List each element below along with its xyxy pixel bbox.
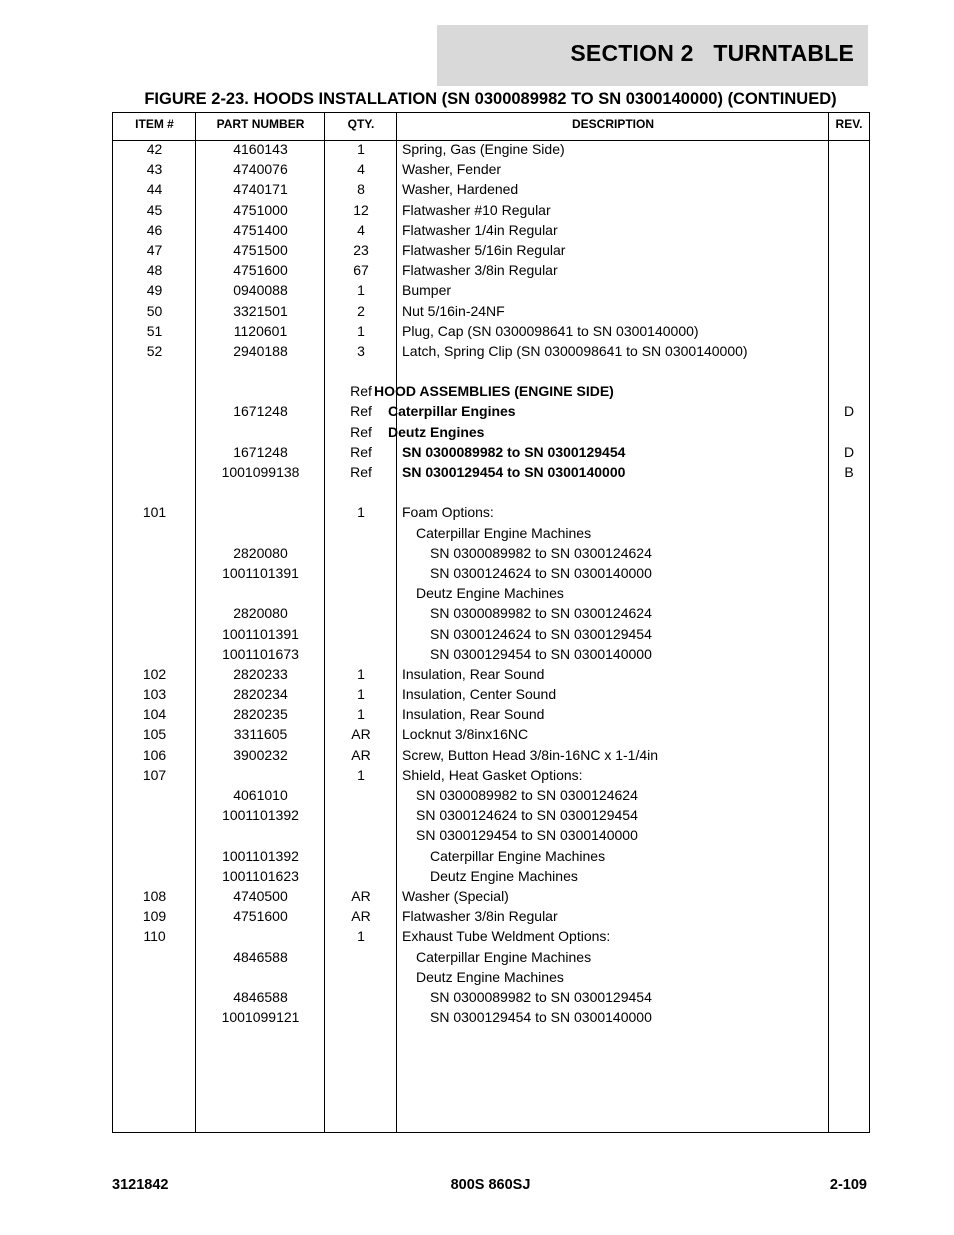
table-row <box>113 141 869 161</box>
cell-description: Shield, Heat Gasket Options: <box>402 766 583 783</box>
cell-part-number: 0940088 <box>233 282 288 299</box>
footer-doc-number: 3121842 <box>112 1177 169 1193</box>
table-row <box>113 444 869 464</box>
cell-qty: AR <box>351 746 371 763</box>
cell-item: 109 <box>142 908 167 925</box>
cell-description: Bumper <box>402 282 452 299</box>
table-row <box>113 303 869 323</box>
cell-part-number: 1001101391 <box>222 564 299 581</box>
cell-description: Insulation, Rear Sound <box>402 665 545 682</box>
cell-part-number: 4160143 <box>233 141 288 157</box>
cell-description: Flatwasher 1/4in Regular <box>402 221 558 238</box>
cell-description: SN 0300129454 to SN 0300140000 <box>416 827 638 844</box>
table-row <box>113 545 869 565</box>
cell-rev: D <box>843 403 855 420</box>
table-row <box>113 605 869 625</box>
table-row <box>113 161 869 181</box>
cell-qty: 4 <box>357 161 365 178</box>
cell-description: Washer, Hardened <box>402 181 519 198</box>
cell-item: 104 <box>142 706 167 723</box>
cell-description: Caterpillar Engine Machines <box>430 847 606 864</box>
cell-qty: 8 <box>357 181 365 198</box>
cell-description: Locknut 3/8inx16NC <box>402 726 529 743</box>
table-row <box>113 484 869 504</box>
table-row <box>113 262 869 282</box>
table-row <box>113 928 869 948</box>
table-row <box>113 282 869 302</box>
cell-part-number: 4751600 <box>233 908 288 925</box>
cell-part-number: 1001099121 <box>221 1009 300 1026</box>
table-row <box>113 504 869 524</box>
cell-item: 108 <box>142 887 167 904</box>
cell-item: 105 <box>142 726 167 743</box>
cell-qty: Ref <box>350 423 372 440</box>
cell-description: SN 0300129454 to SN 0300140000 <box>402 464 626 480</box>
cell-part-number: 2820233 <box>233 665 288 682</box>
cell-item: 102 <box>142 665 167 682</box>
cell-part-number: 1001101673 <box>222 645 299 662</box>
table-row <box>113 403 869 423</box>
cell-part-number: 1001101392 <box>222 807 299 824</box>
cell-description: Deutz Engine Machines <box>416 968 564 985</box>
cell-item: 42 <box>146 141 163 157</box>
cell-part-number: 1001101391 <box>222 625 299 642</box>
table-row <box>113 807 869 827</box>
table-row <box>113 686 869 706</box>
cell-part-number: 4740076 <box>233 161 288 178</box>
cell-description: Exhaust Tube Weldment Options: <box>402 928 611 945</box>
cell-part-number: 3321501 <box>233 302 288 319</box>
section-title: SECTION 2 TURNTABLE <box>570 40 854 66</box>
cell-part-number: 2820235 <box>233 706 288 723</box>
table-row <box>113 767 869 787</box>
table-row <box>113 787 869 807</box>
cell-qty: 2 <box>357 302 365 319</box>
table-row <box>113 949 869 969</box>
cell-qty: 1 <box>357 282 365 299</box>
cell-part-number: 1120601 <box>233 322 288 339</box>
cell-part-number: 4846588 <box>233 988 288 1005</box>
cell-item: 52 <box>146 342 163 359</box>
cell-item: 43 <box>146 161 163 178</box>
footer-model: 800S 860SJ <box>450 1177 531 1193</box>
header-part-number: PART NUMBER <box>216 117 305 131</box>
table-row <box>113 202 869 222</box>
cell-part-number: 1671248 <box>233 443 288 460</box>
cell-qty: 1 <box>357 928 365 945</box>
table-row <box>113 908 869 928</box>
cell-description: HOOD ASSEMBLIES (ENGINE SIDE) <box>374 383 614 400</box>
cell-description: SN 0300129454 to SN 0300140000 <box>430 1009 652 1026</box>
cell-part-number: 1001099138 <box>221 464 300 480</box>
cell-description: Washer, Fender <box>402 161 502 178</box>
cell-qty: 4 <box>357 221 365 238</box>
table-row <box>113 525 869 545</box>
cell-item: 46 <box>146 221 163 238</box>
cell-part-number: 3311605 <box>233 726 288 743</box>
cell-item: 106 <box>142 746 167 763</box>
table-row <box>113 383 869 403</box>
cell-description: Flatwasher #10 Regular <box>402 201 551 218</box>
cell-description: SN 0300124624 to SN 0300140000 <box>430 564 652 581</box>
cell-qty: 1 <box>357 686 365 703</box>
table-row <box>113 888 869 908</box>
cell-description: Insulation, Center Sound <box>402 686 557 703</box>
cell-qty: Ref <box>350 383 372 400</box>
cell-qty: 23 <box>353 241 369 258</box>
table-row <box>113 1009 869 1029</box>
cell-description: Flatwasher 3/8in Regular <box>402 262 558 279</box>
cell-description: Latch, Spring Clip (SN 0300098641 to SN 0300140000) <box>402 342 748 359</box>
table-row <box>113 827 869 847</box>
cell-qty: 1 <box>357 141 365 157</box>
cell-description: Deutz Engine Machines <box>430 867 578 884</box>
cell-part-number: 2940188 <box>233 342 288 359</box>
cell-item: 48 <box>146 262 163 279</box>
table-row <box>113 726 869 746</box>
cell-part-number: 4061010 <box>233 787 288 803</box>
table-row <box>113 565 869 585</box>
cell-item: 103 <box>142 686 167 703</box>
cell-part-number: 4846588 <box>233 948 288 965</box>
cell-part-number: 4751400 <box>233 221 288 238</box>
section-banner <box>437 25 868 86</box>
cell-qty: 1 <box>357 766 365 783</box>
table-row <box>113 989 869 1009</box>
cell-item: 49 <box>146 282 163 299</box>
cell-rev: D <box>843 443 855 460</box>
figure-title: FIGURE 2-23. HOODS INSTALLATION (SN 0300089982 TO SN 0300140000) (CONTINUED) <box>144 90 837 108</box>
header-qty: QTY. <box>347 117 375 131</box>
header-rev: REV. <box>835 117 863 131</box>
cell-qty: 1 <box>357 706 365 723</box>
cell-qty: Ref <box>350 403 372 420</box>
cell-part-number: 1001101392 <box>222 847 299 864</box>
table-row <box>113 242 869 262</box>
table-row <box>113 848 869 868</box>
cell-description: Foam Options: <box>402 504 494 521</box>
table-row <box>113 626 869 646</box>
cell-item: 51 <box>146 322 163 339</box>
cell-description: SN 0300089982 to SN 0300124624 <box>416 787 638 803</box>
cell-description: SN 0300089982 to SN 0300124624 <box>430 544 652 561</box>
cell-item: 107 <box>142 766 167 783</box>
cell-description: Spring, Gas (Engine Side) <box>402 141 565 157</box>
cell-qty: 1 <box>357 322 365 339</box>
parts-table <box>112 112 870 1133</box>
cell-item: 110 <box>143 928 166 945</box>
cell-description: Screw, Button Head 3/8in-16NC x 1-1/4in <box>402 746 659 763</box>
cell-part-number: 1001101623 <box>222 867 299 884</box>
cell-description: Nut 5/16in-24NF <box>402 302 505 319</box>
cell-part-number: 3900232 <box>233 746 288 763</box>
table-row <box>113 969 869 989</box>
cell-item: 47 <box>146 241 163 258</box>
table-row <box>113 343 869 363</box>
cell-qty: Ref <box>350 443 372 460</box>
cell-item: 101 <box>142 504 167 521</box>
table-row <box>113 747 869 767</box>
cell-description: SN 0300089982 to SN 0300129454 <box>402 443 626 460</box>
cell-qty: 1 <box>357 504 365 521</box>
cell-qty: 1 <box>357 665 365 682</box>
table-row <box>113 181 869 201</box>
cell-qty: AR <box>351 726 371 743</box>
table-row <box>113 464 869 484</box>
cell-description: Plug, Cap (SN 0300098641 to SN 0300140000) <box>402 322 699 339</box>
cell-part-number: 4740171 <box>233 181 288 198</box>
cell-qty: AR <box>351 908 371 925</box>
cell-description: SN 0300124624 to SN 0300129454 <box>430 625 652 642</box>
cell-description: Caterpillar Engine Machines <box>416 524 592 541</box>
cell-rev: B <box>844 464 854 480</box>
table-body <box>113 141 869 1029</box>
cell-item: 50 <box>146 302 163 319</box>
cell-description: Caterpillar Engines <box>388 403 516 420</box>
table-row <box>113 666 869 686</box>
table-row <box>113 424 869 444</box>
cell-description: Deutz Engines <box>388 423 485 440</box>
cell-item: 45 <box>146 201 163 218</box>
cell-description: Caterpillar Engine Machines <box>416 948 592 965</box>
cell-description: Insulation, Rear Sound <box>402 706 545 723</box>
cell-qty: Ref <box>350 464 372 480</box>
cell-part-number: 4740500 <box>233 887 288 904</box>
header-description: DESCRIPTION <box>571 117 654 131</box>
cell-description: Deutz Engine Machines <box>416 585 564 602</box>
cell-part-number: 2820234 <box>233 686 288 703</box>
cell-description: SN 0300089982 to SN 0300129454 <box>430 988 652 1005</box>
cell-description: Washer (Special) <box>402 887 509 904</box>
cell-part-number: 4751000 <box>233 201 288 218</box>
cell-description: Flatwasher 3/8in Regular <box>402 908 558 925</box>
cell-part-number: 4751500 <box>233 241 288 258</box>
cell-qty: 3 <box>357 342 365 359</box>
table-row <box>113 646 869 666</box>
header-item: ITEM # <box>135 117 174 131</box>
cell-part-number: 1671248 <box>233 403 288 420</box>
cell-description: SN 0300129454 to SN 0300140000 <box>430 645 652 662</box>
cell-qty: 67 <box>353 262 369 279</box>
table-row <box>113 585 869 605</box>
table-row <box>113 222 869 242</box>
table-row <box>113 706 869 726</box>
cell-part-number: 2820080 <box>233 605 288 622</box>
cell-qty: AR <box>351 887 371 904</box>
cell-description: Flatwasher 5/16in Regular <box>402 241 566 258</box>
table-row <box>113 323 869 343</box>
cell-item: 44 <box>146 181 163 198</box>
table-row <box>113 868 869 888</box>
cell-description: SN 0300089982 to SN 0300124624 <box>430 605 652 622</box>
cell-description: SN 0300124624 to SN 0300129454 <box>416 807 638 824</box>
table-row <box>113 363 869 383</box>
cell-part-number: 4751600 <box>233 262 288 279</box>
cell-qty: 12 <box>353 201 369 218</box>
cell-part-number: 2820080 <box>233 544 288 561</box>
footer-page-number: 2-109 <box>829 1177 867 1193</box>
